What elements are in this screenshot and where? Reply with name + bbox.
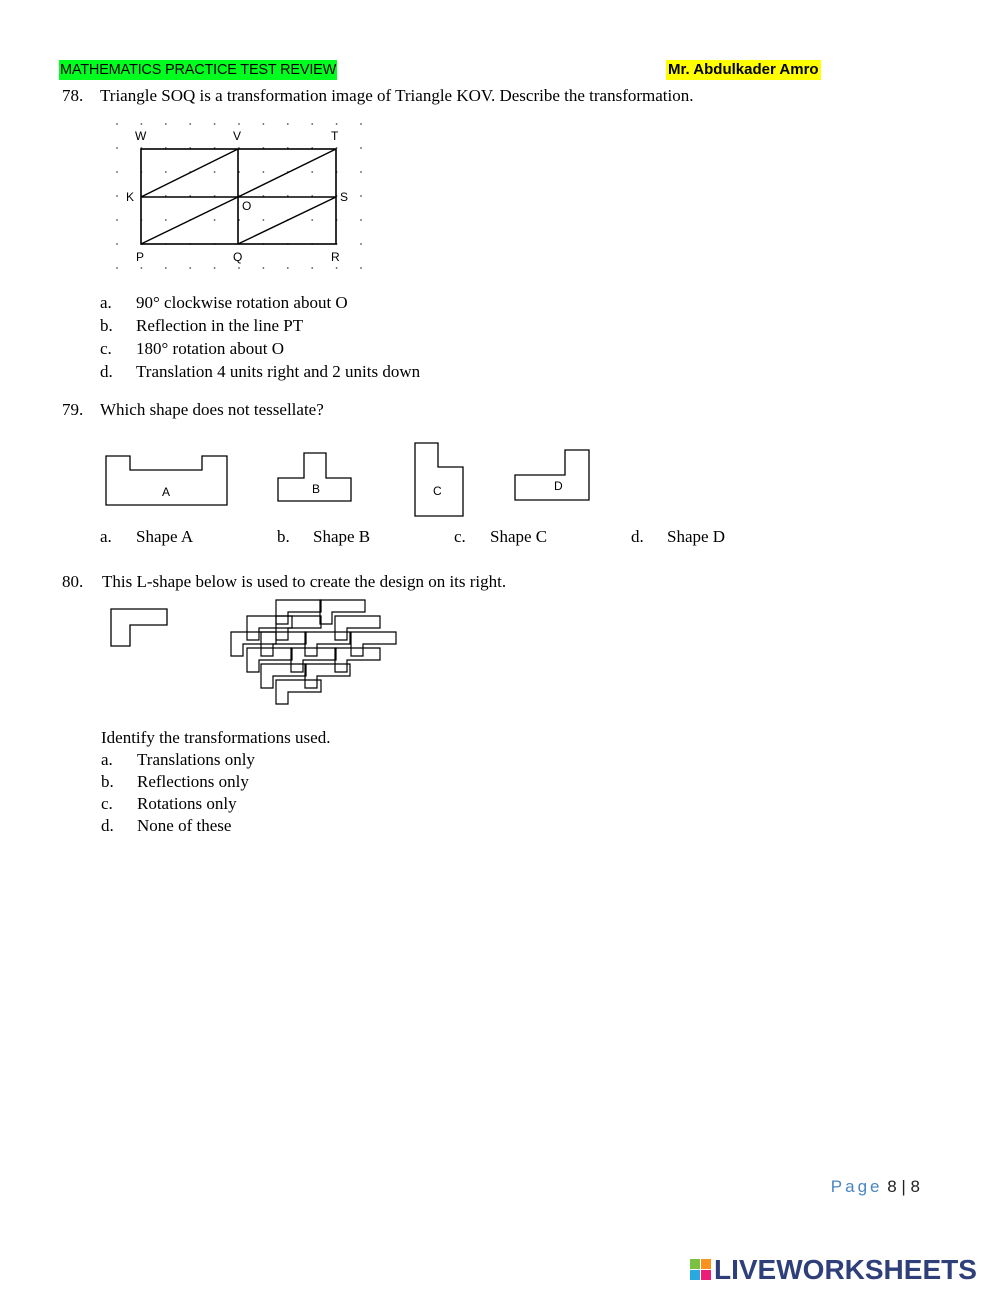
tessellation-l-shape — [261, 664, 306, 688]
liveworksheets-logo — [690, 1254, 977, 1286]
grid-dot — [263, 171, 265, 173]
shape-label-c: C — [433, 484, 442, 498]
grid-dot — [263, 219, 265, 221]
grid-dot — [214, 219, 216, 221]
tessellation-l-shape — [320, 600, 365, 624]
question-text: Triangle SOQ is a transformation image of Triangle KOV. Describe the transformation. — [100, 86, 694, 105]
grid-dot — [116, 243, 118, 245]
grid-dot — [287, 123, 289, 125]
option-text: Shape C — [490, 527, 548, 546]
page-indicator — [831, 1177, 920, 1197]
tessellation-l-shape — [231, 632, 276, 656]
option-letter: c. — [101, 794, 113, 813]
grid-dot — [116, 267, 118, 269]
point-label-W: W — [135, 129, 147, 143]
tessellation-l-shape — [351, 632, 396, 656]
grid-dot — [238, 267, 240, 269]
option-text: Shape B — [313, 527, 371, 546]
option-letter: c. — [100, 339, 112, 358]
grid-dot — [141, 267, 143, 269]
grid-dot — [336, 123, 338, 125]
grid-dot — [311, 219, 313, 221]
grid-dot — [189, 123, 191, 125]
l-shape-diagram-80 — [105, 596, 405, 706]
option-letter: b. — [101, 772, 114, 791]
grid-dot — [189, 267, 191, 269]
grid-dot — [238, 123, 240, 125]
shape-label-b: B — [312, 482, 321, 496]
grid-dot — [165, 171, 167, 173]
header-teacher: Mr. Abdulkader Amro — [668, 61, 819, 78]
option-80-b[interactable] — [101, 772, 249, 792]
grid-dot — [116, 171, 118, 173]
option-letter: d. — [100, 362, 113, 381]
grid-dot — [287, 267, 289, 269]
grid-dot — [360, 243, 362, 245]
grid-dot — [116, 123, 118, 125]
l-shape — [111, 609, 167, 646]
option-text: None of these — [137, 816, 232, 835]
shape-d — [515, 450, 589, 500]
option-letter: d. — [631, 527, 644, 546]
grid-dot — [360, 171, 362, 173]
point-label-K: K — [126, 190, 135, 204]
tessellation-design — [231, 600, 396, 704]
shapes-79 — [100, 438, 600, 523]
grid-dot — [360, 267, 362, 269]
tessellation-l-shape — [305, 664, 350, 688]
page-word: Page — [830, 1177, 883, 1196]
logo-blocks-icon — [690, 1259, 712, 1281]
grid-dot — [116, 219, 118, 221]
option-text: Translation 4 units right and 2 units down — [136, 362, 421, 381]
option-letter: c. — [454, 527, 466, 546]
shape-label-a: A — [162, 485, 171, 499]
grid-dot — [360, 219, 362, 221]
point-label-T: T — [331, 129, 339, 143]
question-number: 79. — [62, 400, 84, 419]
point-label-S: S — [340, 190, 349, 204]
option-text: Shape D — [667, 527, 726, 546]
option-text: Reflections only — [137, 772, 249, 791]
grid-dot — [165, 267, 167, 269]
grid-dot — [214, 123, 216, 125]
tessellation-l-shape — [291, 648, 336, 672]
option-78-b[interactable] — [100, 316, 303, 336]
option-78-d[interactable] — [100, 362, 420, 382]
grid-dot — [360, 123, 362, 125]
point-label-R: R — [331, 250, 340, 264]
question-78 — [62, 86, 694, 106]
question-number: 78. — [62, 86, 84, 105]
line-KV — [141, 149, 238, 197]
grid-dot — [116, 195, 118, 197]
option-letter: a. — [101, 750, 113, 769]
option-letter: a. — [100, 527, 112, 546]
option-80-c[interactable] — [101, 794, 237, 814]
question-text: This L-shape below is used to create the design on its right. — [102, 572, 507, 591]
point-label-P: P — [136, 250, 145, 264]
header-title: MATHEMATICS PRACTICE TEST REVIEW — [60, 62, 337, 78]
grid-dot — [214, 267, 216, 269]
logo-text: LIVEWORKSHEETS — [714, 1254, 977, 1285]
shape-c — [415, 443, 463, 516]
tessellation-l-shape — [276, 680, 321, 704]
question-number: 80. — [62, 572, 84, 591]
option-letter: a. — [100, 293, 112, 312]
tessellation-l-shape — [335, 648, 380, 672]
option-text: Rotations only — [137, 794, 237, 813]
tessellation-l-shape — [276, 600, 321, 624]
option-text: 90° clockwise rotation about O — [136, 293, 348, 312]
grid-dot — [141, 123, 143, 125]
tessellation-l-shape — [247, 616, 292, 640]
grid-dot — [311, 171, 313, 173]
option-text: Translations only — [137, 750, 255, 769]
page-number: 8 | 8 — [887, 1177, 920, 1196]
grid-dot — [360, 195, 362, 197]
tessellation-l-shape — [247, 648, 292, 672]
option-text: Shape A — [136, 527, 194, 546]
option-text: Reflection in the line PT — [136, 316, 304, 335]
grid-dot — [311, 267, 313, 269]
option-text: 180° rotation about O — [136, 339, 284, 358]
question-79 — [62, 400, 324, 420]
option-80-d[interactable] — [101, 816, 231, 836]
tessellation-l-shape — [335, 616, 380, 640]
grid-dot — [263, 267, 265, 269]
grid-dot — [311, 123, 313, 125]
question-80 — [62, 572, 506, 592]
option-79-d[interactable] — [631, 527, 725, 547]
grid-dot — [116, 147, 118, 149]
shape-label-d: D — [554, 479, 563, 493]
question-text: Which shape does not tessellate? — [100, 400, 324, 419]
option-letter: b. — [100, 316, 113, 335]
prompt-80: Identify the transformations used. — [101, 728, 331, 747]
option-78-c[interactable] — [100, 339, 284, 359]
grid-dot — [214, 171, 216, 173]
grid-dot — [360, 147, 362, 149]
grid-dot — [165, 123, 167, 125]
option-79-b[interactable] — [277, 527, 370, 547]
grid-dot — [165, 219, 167, 221]
line-PO — [141, 197, 238, 244]
grid-dot — [336, 267, 338, 269]
point-label-O: O — [242, 199, 252, 213]
point-label-V: V — [233, 129, 242, 143]
grid-diagram-78 — [105, 118, 375, 278]
grid-dot — [263, 123, 265, 125]
option-78-a[interactable] — [100, 293, 348, 313]
option-79-c[interactable] — [454, 527, 547, 547]
line-OT — [238, 149, 336, 197]
option-80-a[interactable] — [101, 750, 255, 770]
option-79-a[interactable] — [100, 527, 193, 547]
option-letter: b. — [277, 527, 290, 546]
option-letter: d. — [101, 816, 114, 835]
line-QS — [238, 197, 336, 244]
tessellation-l-shape — [305, 632, 350, 656]
point-label-Q: Q — [233, 250, 243, 264]
